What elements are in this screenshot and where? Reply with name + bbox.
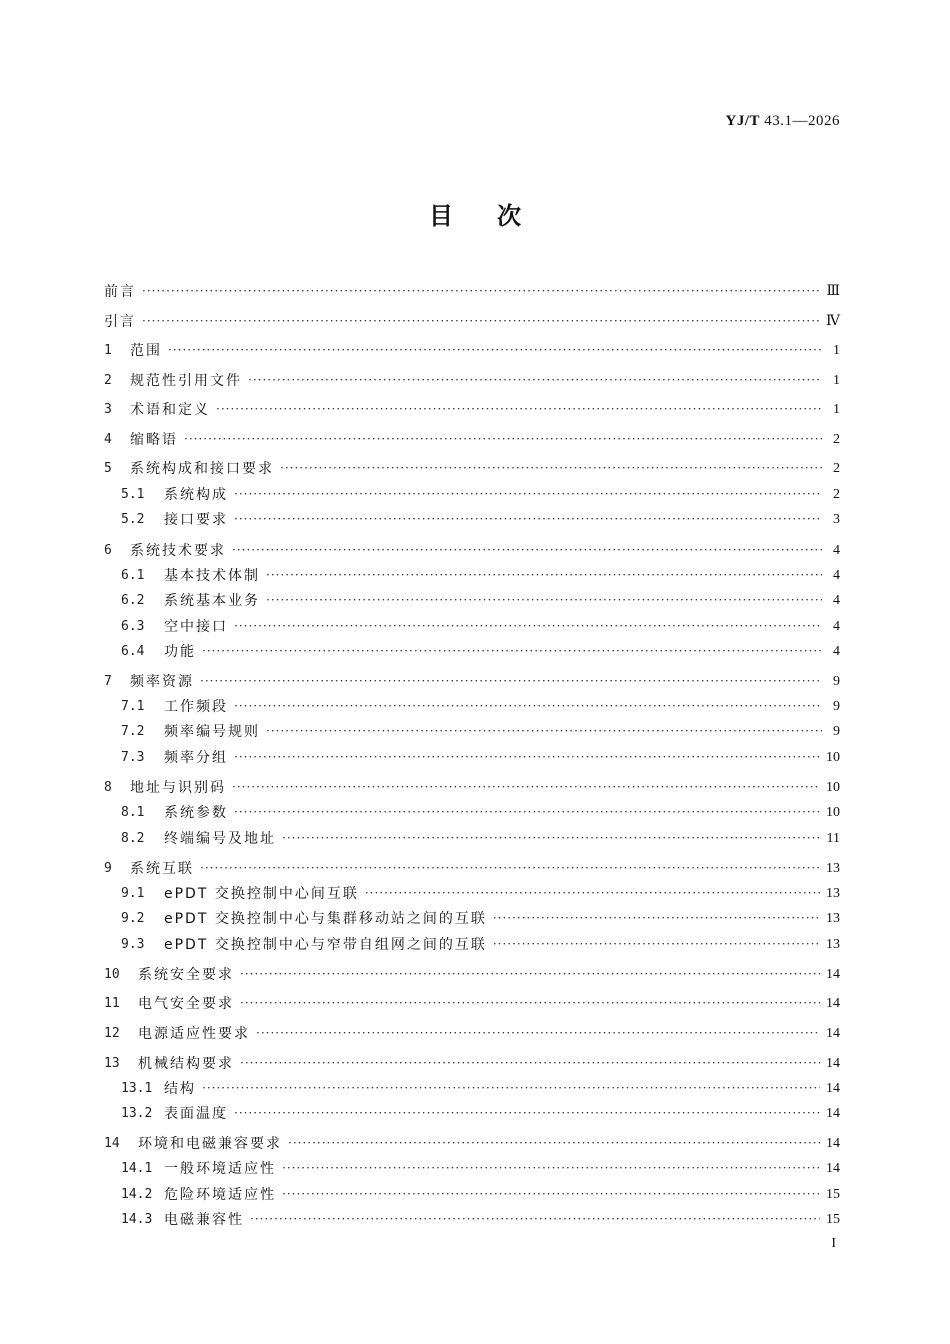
toc-entry-label: 基本技术体制 (164, 568, 260, 584)
toc-entry-label: 电源适应性要求 (138, 1026, 250, 1042)
toc-entry-label: 地址与识别码 (130, 780, 226, 796)
toc-entry-label: 频率分组 (164, 750, 228, 766)
toc-entry-number: 13.2 (121, 1106, 153, 1121)
toc-entry-label: 危险环境适应性 (164, 1187, 276, 1203)
toc-entry-number: 3 (104, 402, 112, 417)
toc-entry[interactable] (104, 1022, 840, 1046)
toc-entry-page: Ⅲ (826, 284, 840, 299)
toc-entry-number: 7.1 (121, 699, 145, 714)
toc-leader-dots (142, 309, 820, 333)
toc-entry-number: 14 (104, 1136, 120, 1151)
toc-entry[interactable] (104, 369, 840, 393)
toc-leader-dots (240, 991, 820, 1015)
toc-entry-page: Ⅳ (826, 314, 840, 329)
toc-entry-page: 13 (826, 937, 840, 952)
toc-entry-page: 1 (833, 402, 840, 417)
toc-entry[interactable] (104, 776, 840, 800)
toc-entry-number: 6.1 (121, 568, 145, 583)
toc-leader-dots (288, 1131, 820, 1155)
toc-leader-dots (282, 1182, 820, 1206)
toc-entry-label: 系统互联 (130, 861, 194, 877)
toc-entry-label: 系统技术要求 (130, 543, 226, 559)
toc-entry[interactable] (121, 640, 840, 664)
toc-entry-label: 规范性引用文件 (130, 373, 242, 389)
toc-leader-dots (202, 639, 822, 663)
toc-entry-label: 环境和电磁兼容要求 (138, 1136, 282, 1152)
toc-entry-page: 2 (833, 432, 840, 447)
toc-entry[interactable] (121, 1102, 840, 1126)
toc-entry-label: 系统基本业务 (164, 593, 260, 609)
toc-entry[interactable] (121, 1208, 840, 1232)
toc-entry-label: 电气安全要求 (138, 996, 234, 1012)
toc-entry-number: 13 (104, 1056, 120, 1071)
page-title: 目次 (429, 202, 565, 230)
toc-leader-dots (493, 932, 820, 956)
toc-entry[interactable] (104, 1132, 840, 1156)
toc-leader-dots (200, 669, 822, 693)
toc-leader-dots (168, 338, 822, 362)
toc-entry[interactable] (104, 310, 840, 334)
toc-entry[interactable] (104, 857, 840, 881)
toc-entry-number: 14.3 (121, 1212, 153, 1227)
toc-entry-label: 系统构成和接口要求 (130, 461, 274, 477)
toc-entry-page: 9 (833, 699, 840, 714)
toc-leader-dots (232, 538, 822, 562)
toc-entry[interactable] (104, 339, 840, 363)
toc-entry[interactable] (104, 992, 840, 1016)
standard-code (725, 113, 840, 130)
toc-entry-page: 14 (826, 1056, 840, 1071)
toc-entry-number: 9.1 (121, 886, 145, 901)
toc-entry[interactable] (121, 589, 840, 613)
toc-entry-page: 15 (826, 1212, 840, 1227)
toc-entry-page: 10 (826, 750, 840, 765)
toc-leader-dots (184, 427, 822, 451)
toc-leader-dots (280, 456, 822, 480)
toc-entry-number: 7 (104, 674, 112, 689)
toc-entry-label: 系统参数 (164, 805, 228, 821)
toc-entry-page: 4 (833, 619, 840, 634)
toc-entry-page: 4 (833, 568, 840, 583)
toc-entry-number: 14.1 (121, 1161, 153, 1176)
toc-entry[interactable] (104, 1052, 840, 1076)
toc-entry-label: 引言 (104, 314, 136, 330)
toc-entry-number: 6.4 (121, 644, 145, 659)
toc-entry-number: 8 (104, 780, 112, 795)
toc-entry[interactable] (104, 539, 840, 563)
toc-entry[interactable] (121, 1077, 840, 1101)
toc-entry-number: 6 (104, 543, 112, 558)
toc-entry-label: 功能 (164, 644, 196, 660)
toc-entry-number: 9 (104, 861, 112, 876)
toc-entry-number: 4 (104, 432, 112, 447)
toc-entry-page: 14 (826, 1161, 840, 1176)
toc-entry-number: 6.2 (121, 593, 145, 608)
standard-code-number: 43.1—2026 (764, 113, 840, 129)
toc-leader-dots (200, 856, 820, 880)
toc-entry-label: 缩略语 (130, 432, 178, 448)
toc-entry-page: 11 (826, 831, 840, 846)
toc-entry-label: 频率编号规则 (164, 724, 260, 740)
toc-entry[interactable] (104, 398, 840, 422)
toc-leader-dots (282, 1156, 820, 1180)
toc-entry[interactable] (121, 827, 840, 851)
toc-entry-page: 2 (833, 461, 840, 476)
toc-entry-number: 10 (104, 967, 120, 982)
toc-entry[interactable] (121, 801, 840, 825)
toc-leader-dots (250, 1207, 820, 1231)
toc-entry-page: 13 (826, 911, 840, 926)
toc-leader-dots (256, 1021, 820, 1045)
toc-entry[interactable] (121, 508, 840, 532)
standard-code-prefix: YJ/T (725, 113, 760, 129)
toc-entry-page: 14 (826, 996, 840, 1011)
toc-leader-dots (365, 881, 820, 905)
page-number: I (831, 1236, 836, 1251)
toc-entry-page: 4 (833, 543, 840, 558)
toc-entry[interactable] (121, 720, 840, 744)
toc-entry-page: 14 (826, 1081, 840, 1096)
toc-entry[interactable] (121, 907, 840, 931)
toc-entry-number: 1 (104, 343, 112, 358)
toc-entry-page: 9 (833, 674, 840, 689)
toc-entry[interactable] (121, 1183, 840, 1207)
toc-leader-dots (266, 719, 822, 743)
toc-entry-label: ePDT 交换控制中心间互联 (164, 886, 359, 902)
toc-entry-page: 14 (826, 1136, 840, 1151)
toc-entry[interactable] (104, 963, 840, 987)
toc-entry-label: 表面温度 (164, 1106, 228, 1122)
toc-entry-number: 5.1 (121, 487, 145, 502)
toc-entry-number: 5 (104, 461, 112, 476)
toc-entry[interactable] (121, 746, 840, 770)
toc-entry-number: 5.2 (121, 512, 145, 527)
toc-leader-dots (266, 563, 822, 587)
toc-leader-dots (216, 397, 822, 421)
toc-entry-page: 13 (826, 861, 840, 876)
toc-entry-number: 14.2 (121, 1187, 153, 1202)
toc-leader-dots (234, 614, 822, 638)
toc-leader-dots (248, 368, 822, 392)
toc-entry-page: 1 (833, 343, 840, 358)
toc-entry-label: 机械结构要求 (138, 1056, 234, 1072)
toc-entry-label: 终端编号及地址 (164, 831, 276, 847)
toc-leader-dots (234, 1101, 820, 1125)
toc-leader-dots (240, 962, 820, 986)
toc-entry-label: 接口要求 (164, 512, 228, 528)
toc-entry-label: ePDT 交换控制中心与窄带自组网之间的互联 (164, 937, 487, 953)
toc-entry-label: 工作频段 (164, 699, 228, 715)
toc-entry-label: ePDT 交换控制中心与集群移动站之间的互联 (164, 911, 487, 927)
toc-entry-number: 6.3 (121, 619, 145, 634)
toc-leader-dots (282, 826, 821, 850)
toc-entry[interactable] (121, 564, 840, 588)
toc-entry-number: 12 (104, 1026, 120, 1041)
toc-entry-number: 2 (104, 373, 112, 388)
toc-leader-dots (234, 482, 822, 506)
toc-leader-dots (240, 1051, 820, 1075)
toc-leader-dots (234, 694, 822, 718)
toc-entry-page: 14 (826, 1106, 840, 1121)
toc-entry-page: 4 (833, 644, 840, 659)
toc-entry-number: 9.3 (121, 937, 145, 952)
toc-entry[interactable] (121, 615, 840, 639)
toc-entry-label: 一般环境适应性 (164, 1161, 276, 1177)
toc-entry-page: 2 (833, 487, 840, 502)
toc-entry-page: 10 (826, 805, 840, 820)
toc-entry[interactable] (104, 670, 840, 694)
toc-entry[interactable] (121, 933, 840, 957)
toc-entry[interactable] (121, 882, 840, 906)
toc-leader-dots (232, 775, 820, 799)
toc-leader-dots (142, 279, 820, 303)
toc-entry-label: 术语和定义 (130, 402, 210, 418)
toc-entry-page: 4 (833, 593, 840, 608)
toc-entry-label: 系统构成 (164, 487, 228, 503)
toc-leader-dots (234, 507, 822, 531)
toc-entry-number: 13.1 (121, 1081, 153, 1096)
toc-entry-number: 9.2 (121, 911, 145, 926)
toc-entry-page: 3 (833, 512, 840, 527)
toc-entry-label: 系统安全要求 (138, 967, 234, 983)
toc-entry-page: 15 (826, 1187, 840, 1202)
toc-entry[interactable] (104, 457, 840, 481)
toc-entry[interactable] (104, 428, 840, 452)
toc-entry-page: 14 (826, 1026, 840, 1041)
toc-entry-label: 结构 (164, 1081, 196, 1097)
toc-entry-label: 电磁兼容性 (164, 1212, 244, 1228)
toc-leader-dots (202, 1076, 820, 1100)
toc-entry-page: 9 (833, 724, 840, 739)
toc-entry-page: 14 (826, 967, 840, 982)
toc-entry-number: 7.2 (121, 724, 145, 739)
toc-entry-number: 8.2 (121, 831, 145, 846)
toc-leader-dots (234, 745, 820, 769)
toc-entry-page: 13 (826, 886, 840, 901)
toc-entry-number: 8.1 (121, 805, 145, 820)
toc-entry-page: 10 (826, 780, 840, 795)
toc-entry-label: 范围 (130, 343, 162, 359)
toc-entry[interactable] (121, 695, 840, 719)
toc-entry-label: 频率资源 (130, 674, 194, 690)
toc-entry[interactable] (121, 1157, 840, 1181)
toc-leader-dots (234, 800, 820, 824)
toc-entry-label: 空中接口 (164, 619, 228, 635)
toc-entry[interactable] (121, 483, 840, 507)
toc-entry-number: 7.3 (121, 750, 145, 765)
toc-entry-label: 前言 (104, 284, 136, 300)
toc-leader-dots (493, 906, 820, 930)
toc-leader-dots (266, 588, 822, 612)
toc-entry[interactable] (104, 280, 840, 304)
toc-entry-number: 11 (104, 996, 120, 1011)
toc-entry-page: 1 (833, 373, 840, 388)
